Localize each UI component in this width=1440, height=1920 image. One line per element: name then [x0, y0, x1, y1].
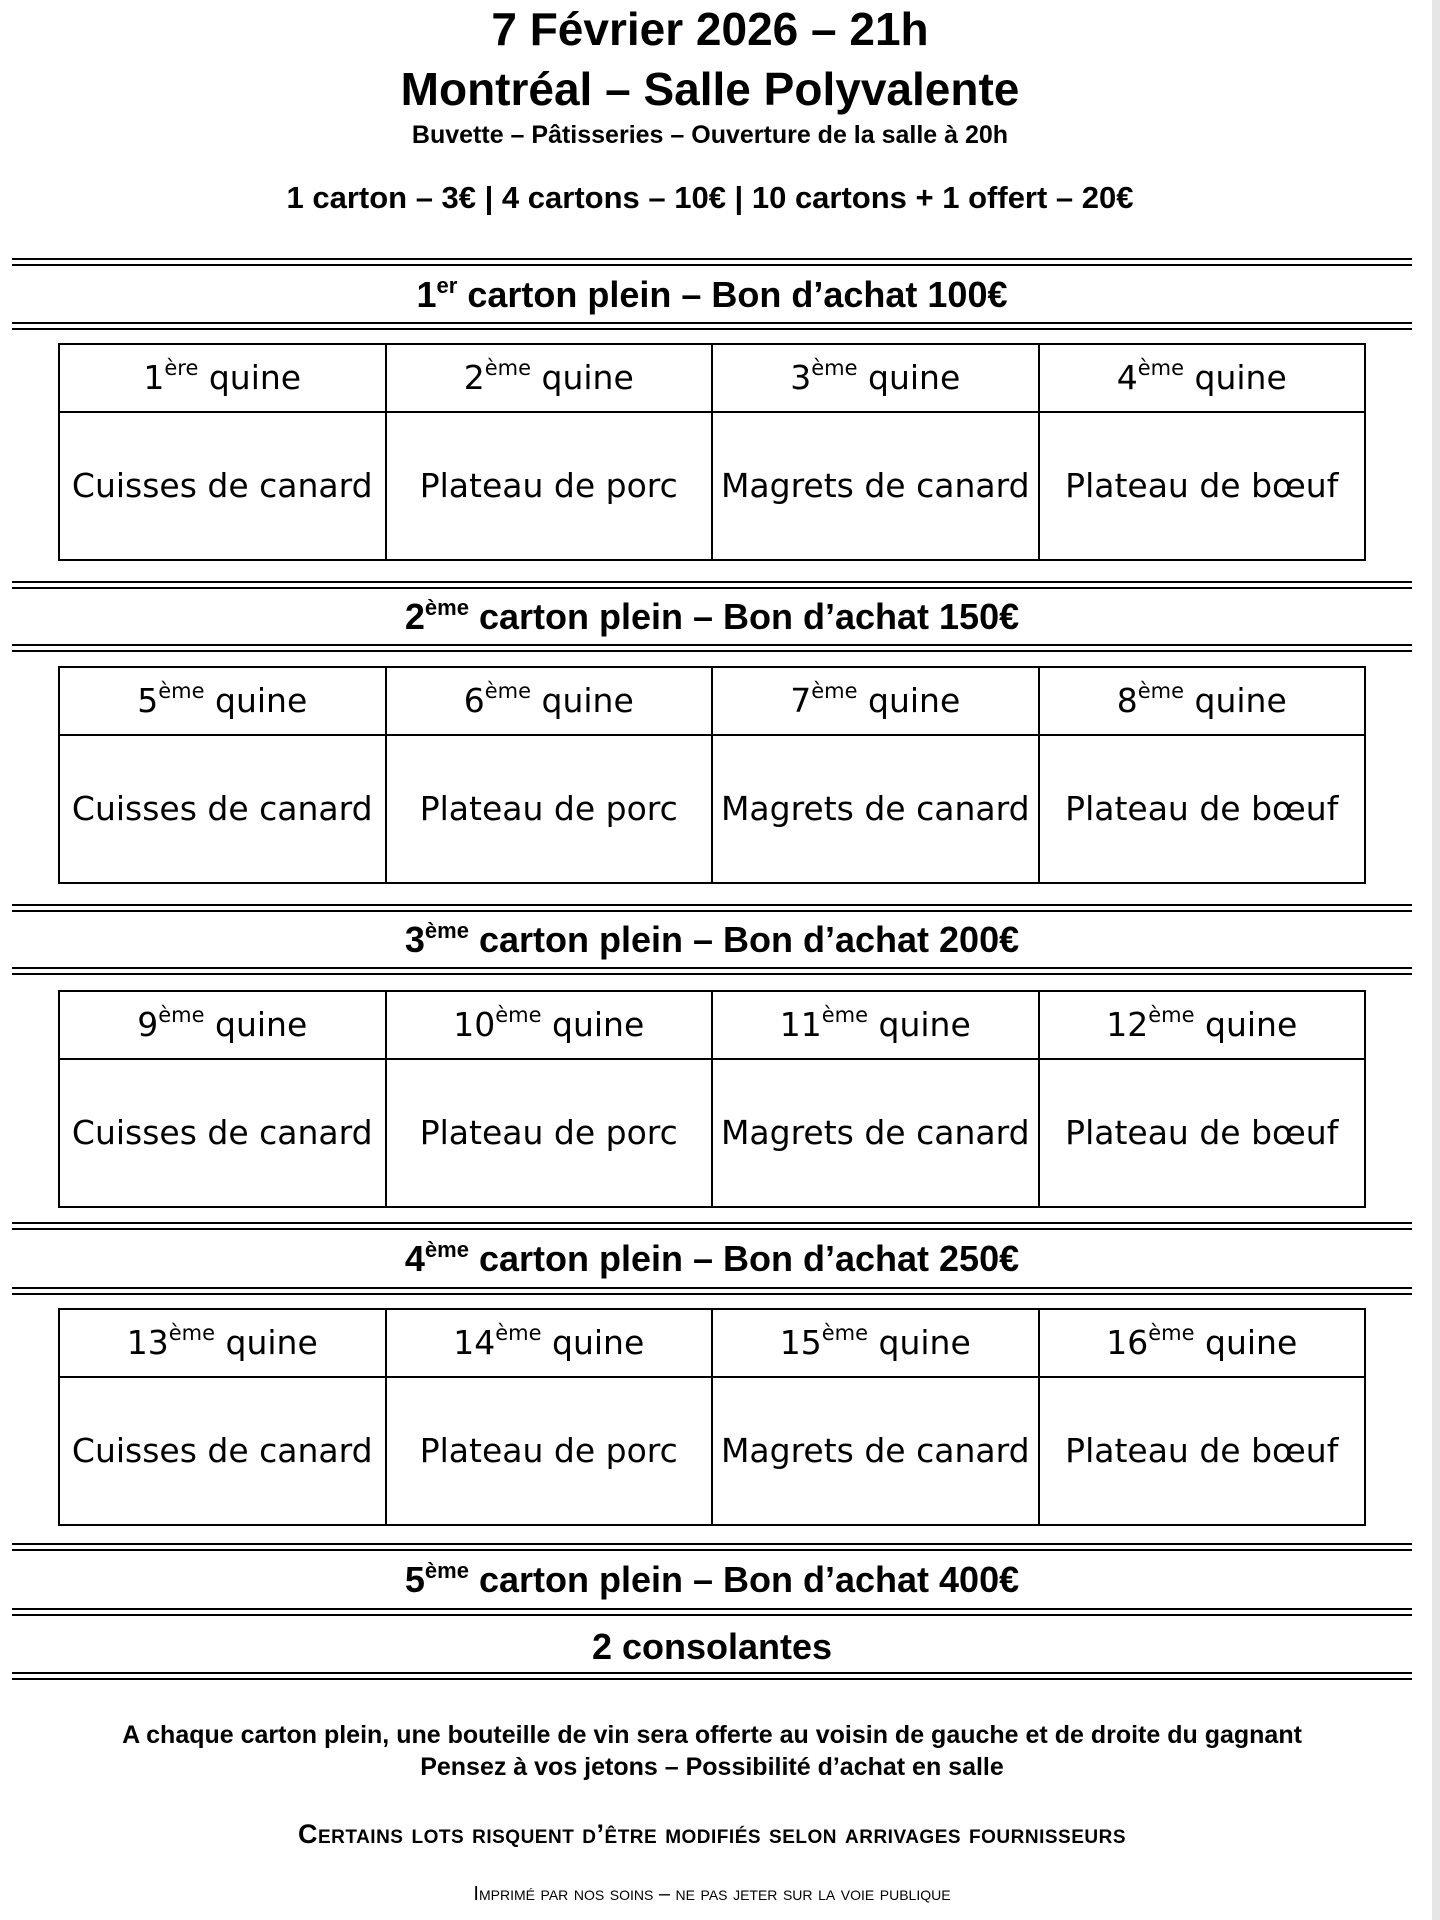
- quine-prize: Plateau de porc: [386, 1377, 713, 1525]
- quine-header: 7ème quine: [712, 667, 1039, 735]
- double-rule: [12, 1608, 1412, 1618]
- quine-prize: Cuisses de canard: [59, 412, 386, 560]
- tokens-note: Pensez à vos jetons – Possibilité d’achat en salle: [420, 1753, 1004, 1781]
- round-2-quines-table: [58, 666, 1366, 884]
- page-edge-strip: [1432, 0, 1440, 1920]
- round-1-title: 1er carton plein – Bon d’achat 100€: [416, 273, 1008, 315]
- round-3-quines-table: [58, 990, 1366, 1208]
- card-prices: 1 carton – 3€ | 4 cartons – 10€ | 10 cartons + 1 offert – 20€: [286, 180, 1134, 215]
- quine-header: 2ème quine: [386, 344, 713, 412]
- double-rule: [12, 904, 1412, 914]
- quine-header: 9ème quine: [59, 991, 386, 1059]
- round-1-quines-table: [58, 343, 1366, 561]
- quine-prize: Plateau de bœuf: [1039, 412, 1366, 560]
- double-rule: [12, 644, 1412, 654]
- round-4-quines-table: [58, 1308, 1366, 1526]
- quine-prize: Plateau de porc: [386, 412, 713, 560]
- quine-header: 8ème quine: [1039, 667, 1366, 735]
- event-date-time: 7 Février 2026 – 21h: [491, 3, 929, 55]
- quine-header: 10ème quine: [386, 991, 713, 1059]
- quine-prize: Cuisses de canard: [59, 1059, 386, 1207]
- double-rule: [12, 322, 1412, 332]
- wine-note: A chaque carton plein, une bouteille de vin sera offerte au voisin de gauche et de droite du gagnant: [122, 1721, 1302, 1749]
- consolation-title: 2 consolantes: [591, 1626, 833, 1667]
- quine-prize: Magrets de canard: [712, 412, 1039, 560]
- quine-header: 11ème quine: [712, 991, 1039, 1059]
- event-info: Buvette – Pâtisseries – Ouverture de la salle à 20h: [411, 121, 1009, 149]
- quine-prize: Plateau de porc: [386, 1059, 713, 1207]
- double-rule: [12, 1222, 1412, 1232]
- quine-prize: Plateau de bœuf: [1039, 735, 1366, 883]
- printed-note: Imprimé par nos soins – ne pas jeter sur la voie publique: [473, 1883, 951, 1905]
- quine-prize: Plateau de porc: [386, 735, 713, 883]
- prize-change-warning: Certains lots risquent d’être modifiés selon arrivages fournisseurs: [297, 1819, 1127, 1849]
- quine-prize: Magrets de canard: [712, 1059, 1039, 1207]
- quine-header: 13ème quine: [59, 1309, 386, 1377]
- quine-header: 1ère quine: [59, 344, 386, 412]
- quine-prize: Cuisses de canard: [59, 1377, 386, 1525]
- round-2-title: 2ème carton plein – Bon d’achat 150€: [404, 595, 1020, 637]
- round-3-title: 3ème carton plein – Bon d’achat 200€: [404, 918, 1020, 960]
- double-rule: [12, 967, 1412, 977]
- event-venue: Montréal – Salle Polyvalente: [400, 63, 1020, 115]
- quine-header: 15ème quine: [712, 1309, 1039, 1377]
- round-5-title: 5ème carton plein – Bon d’achat 400€: [404, 1558, 1020, 1600]
- round-4-title: 4ème carton plein – Bon d’achat 250€: [404, 1237, 1020, 1279]
- quine-header: 16ème quine: [1039, 1309, 1366, 1377]
- double-rule: [12, 1543, 1412, 1553]
- double-rule: [12, 581, 1412, 591]
- quine-header: 6ème quine: [386, 667, 713, 735]
- quine-prize: Plateau de bœuf: [1039, 1059, 1366, 1207]
- quine-header: 14ème quine: [386, 1309, 713, 1377]
- quine-header: 12ème quine: [1039, 991, 1366, 1059]
- double-rule: [12, 1287, 1412, 1297]
- quine-prize: Magrets de canard: [712, 735, 1039, 883]
- quine-header: 4ème quine: [1039, 344, 1366, 412]
- quine-prize: Magrets de canard: [712, 1377, 1039, 1525]
- double-rule: [12, 1672, 1412, 1682]
- quine-header: 5ème quine: [59, 667, 386, 735]
- quine-prize: Plateau de bœuf: [1039, 1377, 1366, 1525]
- quine-header: 3ème quine: [712, 344, 1039, 412]
- quine-prize: Cuisses de canard: [59, 735, 386, 883]
- double-rule: [12, 258, 1412, 268]
